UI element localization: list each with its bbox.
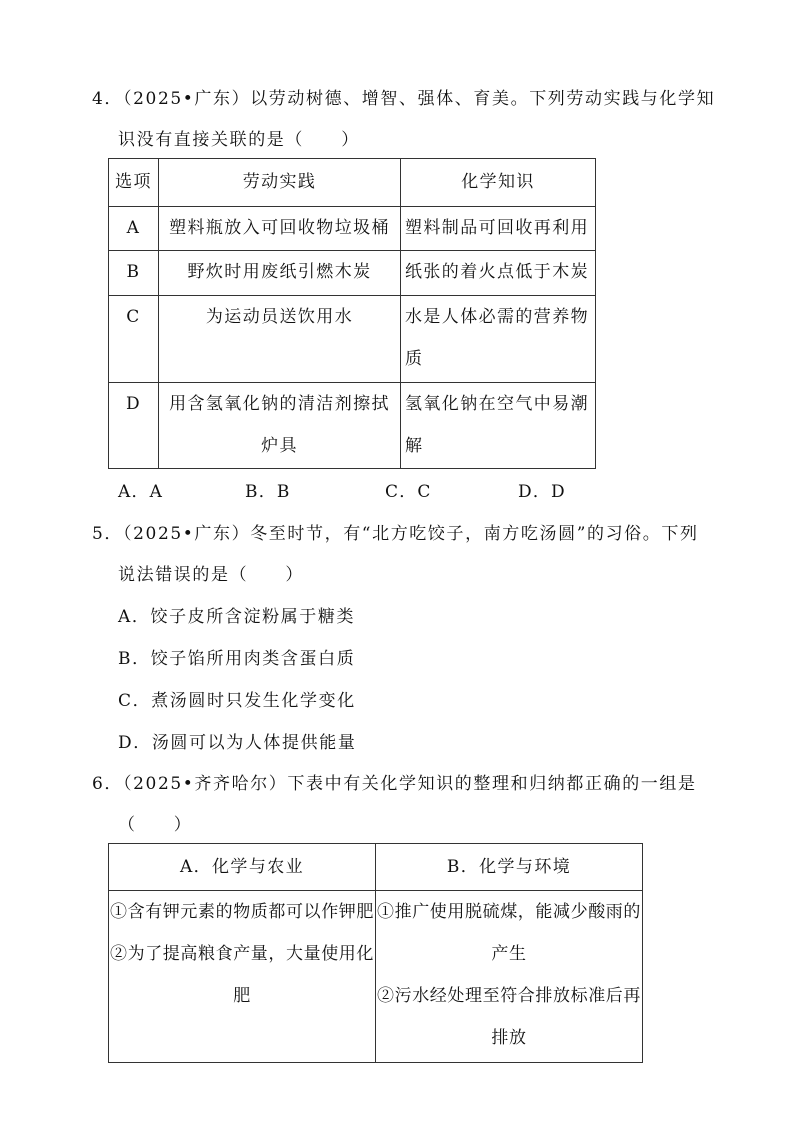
- q5-option-a[interactable]: A．饺子皮所含淀粉属于糖类: [118, 607, 356, 627]
- knowledge-cell: 塑料制品可回收再利用: [401, 207, 596, 251]
- option-cell: A: [109, 207, 159, 251]
- table-row: [109, 296, 596, 383]
- practice-cell: 塑料瓶放入可回收物垃圾桶: [159, 207, 401, 251]
- knowledge-cell: 氢氧化钠在空气中易潮解: [401, 383, 596, 469]
- table-row: [109, 383, 596, 469]
- header-environment: B．化学与环境: [376, 844, 643, 891]
- q4-option-a[interactable]: A．A: [118, 482, 164, 502]
- q6-table: [108, 843, 643, 1063]
- practice-cell: 用含氢氧化钠的清洁剂擦拭炉具: [159, 383, 401, 469]
- q4-stem-line2: 识没有直接关联的是（ ）: [118, 130, 360, 150]
- q4-table: [108, 158, 596, 469]
- header-knowledge: 化学知识: [401, 159, 596, 207]
- agriculture-statement-1: ①含有钾元素的物质都可以作钾肥: [110, 902, 374, 922]
- q6-stem-line2: （ ）: [118, 815, 193, 835]
- q5-option-d[interactable]: D．汤圆可以为人体提供能量: [118, 733, 357, 753]
- q5-option-b[interactable]: B．饺子馅所用肉类含蛋白质: [118, 649, 356, 669]
- q6-stem-line1: 6．（2025•齐齐哈尔）下表中有关化学知识的整理和归纳都正确的一组是: [92, 774, 697, 794]
- practice-cell: 野炊时用废纸引燃木炭: [159, 251, 401, 296]
- header-agriculture: A．化学与农业: [109, 844, 376, 891]
- q4-option-b[interactable]: B．B: [245, 482, 291, 502]
- q4-stem-line1: 4．（2025•广东）以劳动树德、增智、强体、育美。下列劳动实践与化学知: [92, 89, 716, 109]
- table-row: [109, 891, 643, 1063]
- table-row: [109, 251, 596, 296]
- option-cell: D: [109, 383, 159, 469]
- environment-statement-1: ①推广使用脱硫煤，能减少酸雨的产生: [377, 902, 641, 964]
- environment-cell: [376, 891, 643, 1063]
- environment-statement-2: ②污水经处理至符合排放标准后再排放: [377, 986, 641, 1048]
- q5-option-c[interactable]: C．煮汤圆时只发生化学变化: [118, 691, 356, 711]
- q5-stem-line2: 说法错误的是（ ）: [118, 565, 304, 585]
- option-cell: B: [109, 251, 159, 296]
- table-header-row: [109, 844, 643, 891]
- agriculture-cell: [109, 891, 376, 1063]
- q5-stem-line1: 5．（2025•广东）冬至时节，有“北方吃饺子，南方吃汤圆”的习俗。下列: [92, 524, 699, 544]
- agriculture-statement-2: ②为了提高粮食产量，大量使用化肥: [110, 944, 374, 1006]
- header-practice: 劳动实践: [159, 159, 401, 207]
- q4-option-d[interactable]: D．D: [518, 482, 566, 502]
- option-cell: C: [109, 296, 159, 383]
- knowledge-cell: 纸张的着火点低于木炭: [401, 251, 596, 296]
- knowledge-cell: 水是人体必需的营养物质: [401, 296, 596, 383]
- table-header-row: [109, 159, 596, 207]
- table-row: [109, 207, 596, 251]
- practice-cell: 为运动员送饮用水: [159, 296, 401, 383]
- q4-option-c[interactable]: C．C: [385, 482, 432, 502]
- header-option: 选项: [109, 159, 159, 207]
